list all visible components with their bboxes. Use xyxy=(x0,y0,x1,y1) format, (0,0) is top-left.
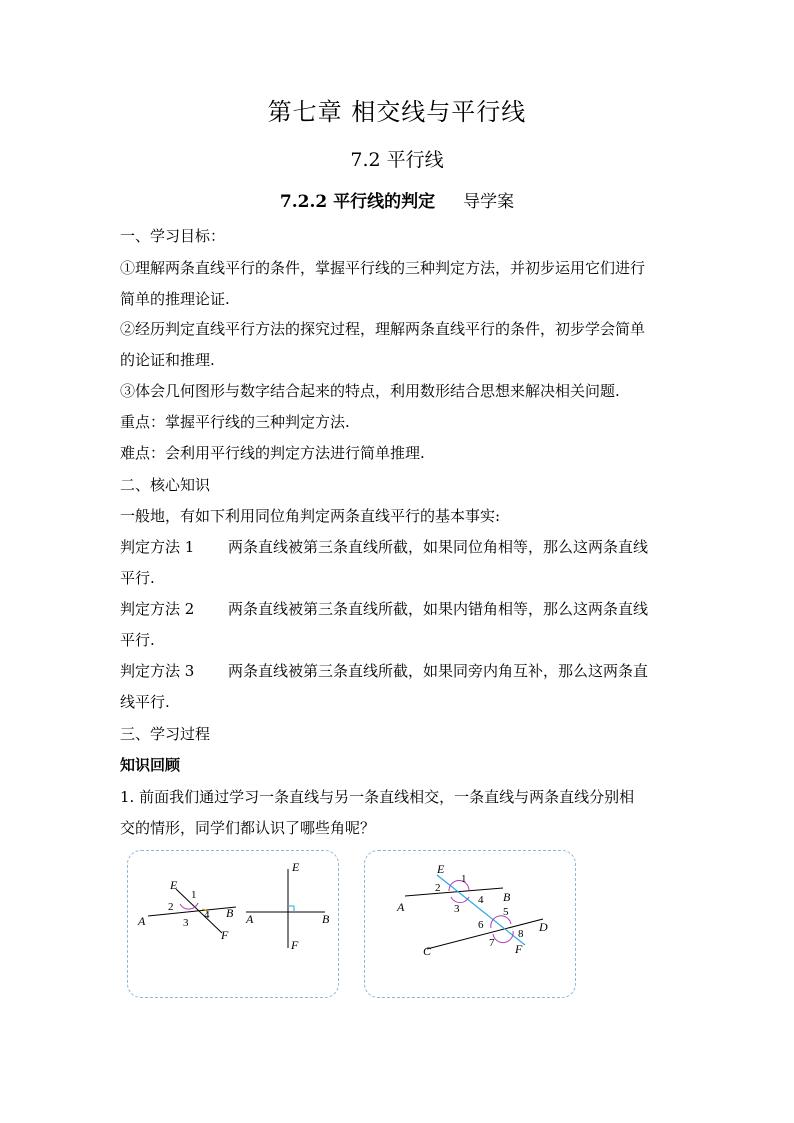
goal-3: ③体会几何图形与数字结合起来的特点，利用数形结合思想来解决相关问题. xyxy=(120,382,620,400)
process-heading: 三、学习过程 xyxy=(120,725,211,743)
angle-arc xyxy=(180,903,198,909)
goal-1-line-2: 简单的推理论证. xyxy=(120,290,230,308)
angle-4-label: 4 xyxy=(478,894,484,906)
label-c: C xyxy=(423,944,432,958)
method-1-line-1 xyxy=(120,536,680,557)
chapter-title: 第七章 相交线与平行线 xyxy=(267,98,527,126)
figure-box-intersecting xyxy=(127,850,339,998)
angle-7-label: 7 xyxy=(489,937,495,949)
label-b: B xyxy=(503,890,511,904)
method-2-name: 判定方法 2 xyxy=(120,600,195,618)
method-3-name: 判定方法 3 xyxy=(120,662,195,680)
difficulty-point: 难点：会利用平行线的判定方法进行简单推理. xyxy=(120,444,425,462)
lesson-title xyxy=(0,187,794,212)
angle-2-label: 2 xyxy=(168,901,174,913)
label-f: F xyxy=(221,928,229,942)
angle-1-label: 1 xyxy=(191,889,197,901)
method-3-text: 两条直线被第三条直线所截，如果同旁内角互补，那么这两条直 xyxy=(228,662,649,680)
angle-3-label: 3 xyxy=(454,903,460,915)
label-d: D xyxy=(539,920,548,934)
label-e: E xyxy=(292,860,300,874)
label-a: A xyxy=(138,914,146,928)
right-angle-mark xyxy=(288,906,294,912)
method-2-line-2: 平行. xyxy=(120,631,155,649)
label-f: F xyxy=(291,938,299,952)
label-b: B xyxy=(226,906,234,920)
figure-box-transversal xyxy=(364,850,576,998)
lesson-name: 平行线的判定 xyxy=(333,192,436,212)
method-1-name: 判定方法 1 xyxy=(120,538,195,556)
review-heading: 知识回顾 xyxy=(120,756,181,774)
angle-6-label: 6 xyxy=(478,919,484,931)
transversal-diagram xyxy=(365,851,577,999)
lesson-type: 导学案 xyxy=(463,192,515,212)
method-1-line-2: 平行. xyxy=(120,569,155,587)
angle-2-label: 2 xyxy=(435,882,441,894)
goal-2-line-1: ②经历判定直线平行方法的探究过程，理解两条直线平行的条件，初步学会简单 xyxy=(120,320,646,338)
question-1-line-2: 交的情形，同学们都认识了哪些角呢？ xyxy=(120,819,376,837)
method-1-text: 两条直线被第三条直线所截，如果同位角相等，那么这两条直线 xyxy=(228,538,649,556)
section-title: 7.2 平行线 xyxy=(350,149,444,171)
method-2-text: 两条直线被第三条直线所截，如果内错角相等，那么这两条直线 xyxy=(228,600,649,618)
angle-8-label: 8 xyxy=(518,928,524,940)
label-a: A xyxy=(246,912,254,926)
method-2-line-1 xyxy=(120,598,680,619)
angle-5-label: 5 xyxy=(503,906,509,918)
label-a: A xyxy=(397,900,405,914)
line-cd xyxy=(427,919,543,949)
label-b: B xyxy=(322,912,330,926)
goals-heading: 一、学习目标： xyxy=(120,227,226,245)
core-intro: 一般地，有如下利用同位角判定两条直线平行的基本事实: xyxy=(120,507,501,525)
goal-1-line-1: ①理解两条直线平行的条件，掌握平行线的三种判定方法，并初步运用它们进行 xyxy=(120,259,646,277)
lesson-number: 7.2.2 xyxy=(279,192,328,212)
method-3-line-1 xyxy=(120,660,680,681)
label-e: E xyxy=(170,878,178,892)
angle-4-label: 4 xyxy=(204,909,210,921)
angle-1-label: 1 xyxy=(461,873,467,885)
intersecting-lines-diagram xyxy=(128,851,340,999)
angle-3-label: 3 xyxy=(183,917,189,929)
goal-2-line-2: 的论证和推理. xyxy=(120,351,215,369)
method-3-line-2: 线平行. xyxy=(120,693,170,711)
core-heading: 二、核心知识 xyxy=(120,476,211,494)
label-f: F xyxy=(515,942,523,956)
label-e: E xyxy=(437,862,445,876)
question-1-line-1: 1. 前面我们通过学习一条直线与另一条直线相交，一条直线与两条直线分别相 xyxy=(120,788,635,806)
key-point: 重点：掌握平行线的三种判定方法. xyxy=(120,413,350,431)
